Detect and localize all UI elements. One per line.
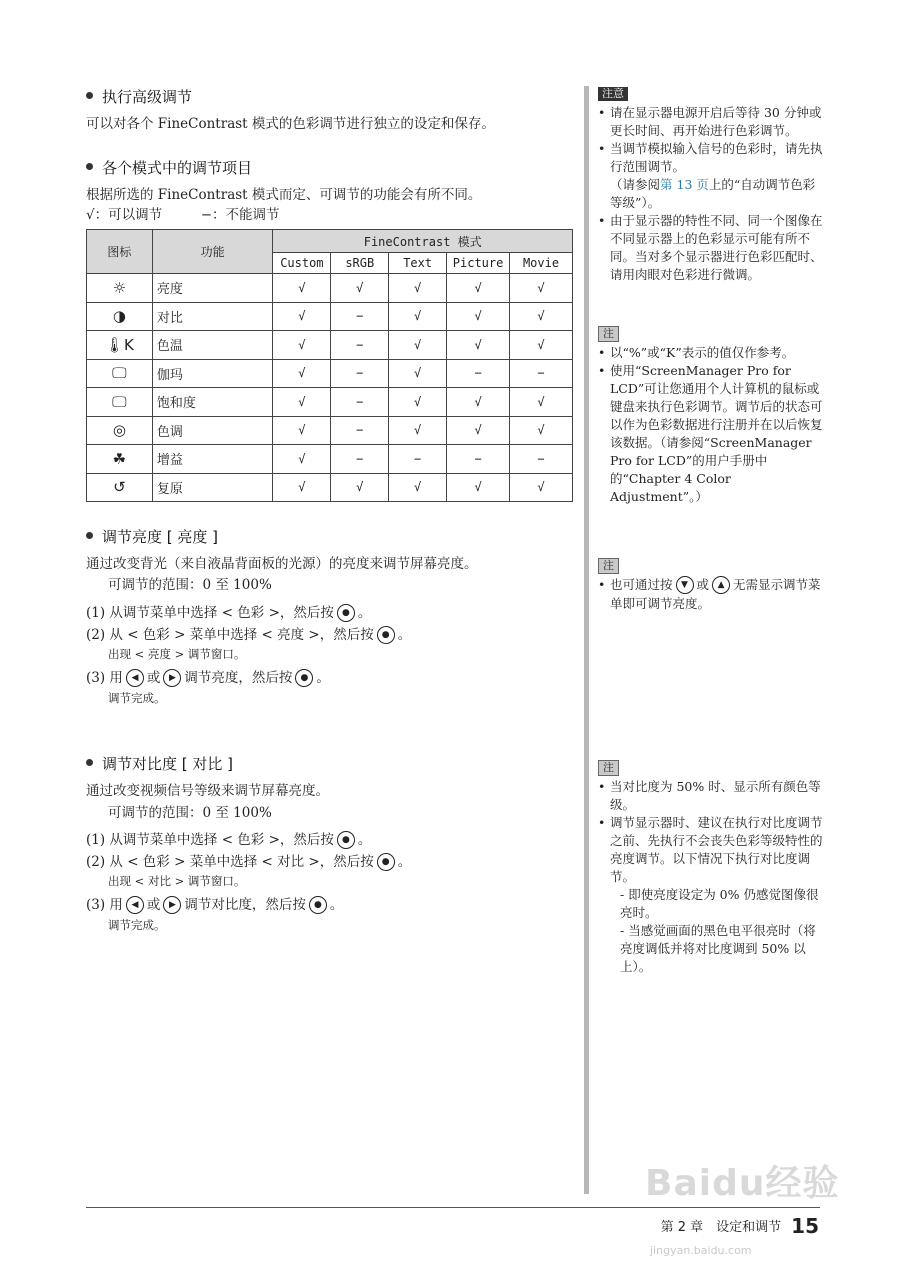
- availability-cell: √: [273, 445, 331, 474]
- availability-cell: −: [331, 388, 389, 417]
- reset-icon: ↺: [87, 473, 153, 502]
- availability-cell: √: [510, 331, 573, 360]
- left-button-icon: ◀: [126, 896, 144, 914]
- availability-cell: √: [389, 274, 447, 303]
- availability-cell: √: [510, 388, 573, 417]
- bullet-dot-icon: [86, 759, 93, 766]
- section-title: 执行高级调节: [102, 88, 193, 106]
- legend: [86, 206, 280, 224]
- brightness-range: 可调节的范围：0 至 100%: [108, 577, 272, 593]
- section-items-heading: [86, 157, 252, 178]
- availability-cell: −: [331, 302, 389, 331]
- section-advanced-body: 可以对各个 FineContrast 模式的色彩调节进行独立的设定和保存。: [86, 116, 495, 132]
- side-note-3: [598, 556, 823, 613]
- mode-header: Movie: [510, 253, 573, 274]
- mode-header: Picture: [447, 253, 510, 274]
- section-title: 调节对比度 [ 对比 ]: [102, 755, 234, 773]
- finecontrast-header: FineContrast 模式: [273, 230, 573, 253]
- contrast-icon: ◑: [87, 302, 153, 331]
- table-row: [87, 416, 573, 445]
- availability-cell: √: [447, 416, 510, 445]
- side-note-4: [598, 758, 823, 976]
- step-text: 调节亮度，然后按: [184, 670, 293, 686]
- enter-button-icon: ●: [295, 669, 313, 687]
- item-text: 当调节模拟输入信号的色彩时，请先执行范围调节。: [610, 141, 823, 174]
- table-row: [87, 274, 573, 303]
- availability-cell: √: [273, 388, 331, 417]
- legend-no: −：不能调节: [200, 207, 280, 223]
- mode-header: sRGB: [331, 253, 389, 274]
- availability-cell: −: [331, 416, 389, 445]
- side-note-item: [598, 576, 823, 613]
- function-name: 复原: [152, 473, 273, 502]
- legend-yes: √：可以调节: [86, 207, 163, 223]
- availability-cell: −: [447, 445, 510, 474]
- caution-tag: 注意: [598, 87, 628, 101]
- bullet-dot-icon: [86, 92, 93, 99]
- contrast-step2: (2) 从 < 色彩 > 菜单中选择 < 对比 >，然后按 ● 。: [86, 854, 412, 870]
- availability-cell: √: [389, 302, 447, 331]
- mode-adjustment-table: [86, 229, 573, 502]
- table-row: [87, 445, 573, 474]
- availability-cell: −: [331, 359, 389, 388]
- function-name: 对比: [152, 302, 273, 331]
- dash-item: - 即使亮度设定为 0% 仍感觉图像很亮时。: [620, 887, 819, 920]
- mode-header: Text: [389, 253, 447, 274]
- note-tag: 注: [598, 760, 619, 776]
- availability-cell: √: [510, 473, 573, 502]
- ref-text: （请参阅: [610, 177, 661, 192]
- availability-cell: √: [510, 416, 573, 445]
- side-note-item: • 以“%”或“K”表示的值仅作参考。: [598, 344, 823, 362]
- availability-cell: −: [510, 445, 573, 474]
- contrast-body: 通过改变视频信号等级来调节屏幕亮度。: [86, 783, 329, 799]
- side-note-item: • 由于显示器的特性不同、同一个图像在不同显示器上的色彩显示可能有所不同。当对多个显示器进行色彩匹配时、请用肉眼对色彩进行微调。: [598, 212, 823, 284]
- brightness-step3-note: 调节完成。: [108, 691, 166, 705]
- brightness-step2: (2) 从 < 色彩 > 菜单中选择 < 亮度 >，然后按 ● 。: [86, 627, 412, 643]
- availability-cell: √: [447, 473, 510, 502]
- item-text: 调节显示器时、建议在执行对比度调节之前、先执行不会丧失色彩等级特性的亮度调节。以下情况下执行对比度调节。: [610, 815, 823, 884]
- availability-cell: √: [273, 416, 331, 445]
- table-row: [87, 473, 573, 502]
- section-title: 各个模式中的调节项目: [102, 159, 253, 177]
- step-text: (3) 用: [86, 670, 123, 686]
- contrast-range: 可调节的范围：0 至 100%: [108, 805, 272, 821]
- function-name: 色温: [152, 331, 273, 360]
- function-name: 色调: [152, 416, 273, 445]
- col-func-header: 功能: [152, 230, 273, 274]
- footer-chapter: 第 2 章 设定和调节: [660, 1220, 782, 1235]
- side-column-divider: [584, 86, 589, 1194]
- availability-cell: √: [447, 388, 510, 417]
- brightness-body: 通过改变背光（来自液晶背面板的光源）的亮度来调节屏幕亮度。: [86, 556, 478, 572]
- bullet-dot-icon: [86, 163, 93, 170]
- dash-item: - 当感觉画面的黑色电平很亮时（将亮度调低并将对比度调到 50% 以上）。: [620, 923, 816, 974]
- watermark-logo: Baidu经验: [645, 1163, 840, 1204]
- step-text: (2) 从 < 色彩 > 菜单中选择 < 亮度 >，然后按: [86, 627, 374, 643]
- hue-icon: ◎: [87, 416, 153, 445]
- availability-cell: √: [510, 274, 573, 303]
- side-note-item: [598, 140, 823, 212]
- table-row: [87, 388, 573, 417]
- step-text: (1) 从调节菜单中选择 < 色彩 >，然后按: [86, 832, 334, 848]
- side-note-2: [598, 324, 823, 506]
- section-contrast-heading: [86, 753, 233, 774]
- step-text: (2) 从 < 色彩 > 菜单中选择 < 对比 >，然后按: [86, 854, 374, 870]
- step-text: 调节对比度，然后按: [184, 897, 306, 913]
- bullet-dot-icon: [86, 532, 93, 539]
- availability-cell: √: [510, 302, 573, 331]
- section-items-body: 根据所选的 FineContrast 模式而定、可调节的功能会有所不同。: [86, 187, 482, 203]
- function-name: 饱和度: [152, 388, 273, 417]
- availability-cell: √: [389, 473, 447, 502]
- availability-cell: √: [389, 331, 447, 360]
- contrast-step3: (3) 用 ◀ 或 ▶ 调节对比度，然后按 ● 。: [86, 897, 344, 913]
- step-text: (1) 从调节菜单中选择 < 色彩 >，然后按: [86, 605, 334, 621]
- watermark-url: jingyan.baidu.com: [650, 1244, 752, 1257]
- side-note-item: [598, 814, 823, 976]
- col-icon-header: 图标: [87, 230, 153, 274]
- side-note-item: • 使用“ScreenManager Pro for LCD”可让您通用个人计算机的鼠标或键盘来执行色彩调节。调节后的状态可以作为色彩数据进行注册并在以后恢复该数据。（请参阅“ScreenManager Pro for LCD”的用户手册中的“Chapter 4 Color Adjustment”。）: [598, 362, 823, 506]
- function-name: 增益: [152, 445, 273, 474]
- right-button-icon: ▶: [163, 896, 181, 914]
- mode-header: Custom: [273, 253, 331, 274]
- availability-cell: √: [447, 302, 510, 331]
- availability-cell: √: [273, 331, 331, 360]
- enter-button-icon: ●: [309, 896, 327, 914]
- page-footer: [661, 1214, 819, 1238]
- side-note-item: • 请在显示器电源开启后等待 30 分钟或更长时间、再开始进行色彩调节。: [598, 104, 823, 140]
- brightness-icon: ☼: [87, 274, 153, 303]
- table-row: [87, 359, 573, 388]
- availability-cell: √: [273, 359, 331, 388]
- section-title: 调节亮度 [ 亮度 ]: [102, 528, 219, 546]
- ref-text: 上的“自动调节色彩等级”）。: [610, 177, 816, 210]
- or-text: 或: [146, 897, 161, 913]
- side-note-item: • 当对比度为 50% 时、显示所有颜色等级。: [598, 778, 823, 814]
- enter-button-icon: ●: [377, 626, 395, 644]
- availability-cell: −: [510, 359, 573, 388]
- contrast-step2-note: 出现 < 对比 > 调节窗口。: [108, 874, 246, 888]
- step-text: (3) 用: [86, 897, 123, 913]
- availability-cell: √: [331, 473, 389, 502]
- gain-icon: ☘: [87, 445, 153, 474]
- gamma-icon: 🖵: [87, 359, 153, 388]
- or-text: 或: [146, 670, 161, 686]
- left-button-icon: ◀: [126, 669, 144, 687]
- item-text: 也可通过按: [610, 577, 673, 592]
- contrast-step1: (1) 从调节菜单中选择 < 色彩 >，然后按 ● 。: [86, 832, 372, 848]
- section-brightness-heading: [86, 526, 218, 547]
- table-row: [87, 331, 573, 360]
- availability-cell: −: [331, 331, 389, 360]
- right-button-icon: ▶: [163, 669, 181, 687]
- function-name: 伽玛: [152, 359, 273, 388]
- up-button-icon: ▲: [712, 576, 730, 594]
- temperature-icon: 🌡K: [87, 331, 153, 360]
- side-note-caution: [598, 84, 823, 284]
- page-link[interactable]: 第 13 页: [660, 177, 709, 192]
- page-number: 15: [791, 1214, 819, 1238]
- availability-cell: √: [389, 388, 447, 417]
- availability-cell: √: [447, 274, 510, 303]
- down-button-icon: ▼: [676, 576, 694, 594]
- note-tag: 注: [598, 326, 619, 342]
- availability-cell: √: [389, 359, 447, 388]
- availability-cell: −: [389, 445, 447, 474]
- enter-button-icon: ●: [337, 831, 355, 849]
- availability-cell: √: [273, 302, 331, 331]
- item-text: 无需显示调节菜单即可调节亮度。: [610, 577, 821, 611]
- brightness-step3: (3) 用 ◀ 或 ▶ 调节亮度，然后按 ● 。: [86, 670, 330, 686]
- section-advanced-heading: [86, 86, 192, 107]
- availability-cell: −: [331, 445, 389, 474]
- contrast-step3-note: 调节完成。: [108, 918, 166, 932]
- footer-rule: [86, 1207, 820, 1208]
- function-name: 亮度: [152, 274, 273, 303]
- table-row: [87, 302, 573, 331]
- availability-cell: −: [447, 359, 510, 388]
- availability-cell: √: [331, 274, 389, 303]
- or-text: 或: [696, 577, 710, 592]
- brightness-step1: (1) 从调节菜单中选择 < 色彩 >，然后按 ● 。: [86, 605, 372, 621]
- availability-cell: √: [273, 274, 331, 303]
- note-tag: 注: [598, 558, 619, 574]
- saturation-icon: 🖵: [87, 388, 153, 417]
- availability-cell: √: [273, 473, 331, 502]
- brightness-step2-note: 出现 < 亮度 > 调节窗口。: [108, 647, 246, 661]
- enter-button-icon: ●: [377, 853, 395, 871]
- availability-cell: √: [389, 416, 447, 445]
- enter-button-icon: ●: [337, 604, 355, 622]
- availability-cell: √: [447, 331, 510, 360]
